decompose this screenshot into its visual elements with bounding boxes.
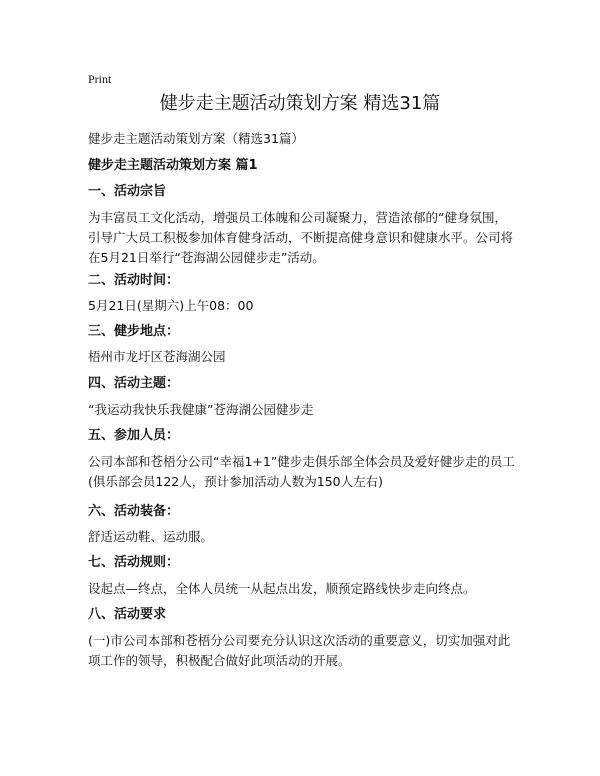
section-body: 舒适运动鞋、运动服。 (88, 529, 214, 544)
page-title: 健步走主题活动策划方案 精选31篇 (159, 93, 441, 114)
section-body: 5月21日(星期六)上午08：00 (88, 298, 254, 313)
section-heading: 八、活动要求 (88, 607, 167, 622)
section-body: 梧州市龙圩区苍海湖公园 (88, 349, 226, 364)
section-heading: 六、活动装备： (88, 504, 180, 519)
section-heading: 四、活动主题： (88, 376, 180, 391)
section-heading: 五、参加人员： (88, 428, 180, 443)
section-heading: 二、活动时间： (88, 273, 180, 288)
part-heading: 健步走主题活动策划方案 篇1 (88, 158, 258, 173)
subtitle: 健步走主题活动策划方案（精选31篇） (88, 131, 304, 146)
section-heading: 一、活动宗旨 (88, 184, 167, 199)
section-heading: 三、健步地点： (88, 324, 180, 339)
section-body: 公司本部和苍梧分公司“幸福1+1”健步走俱乐部全体会员及爱好健步走的员工(俱乐部会员122人，预计参加活动人数为150人左右) (88, 454, 515, 489)
section-body: “我运动我快乐我健康”苍海湖公园健步走 (88, 402, 314, 417)
section-body: 为丰富员工文化活动，增强员工体魄和公司凝聚力，营造浓郁的“健身氛围，引导广大员工积极参加体育健身活动，不断提高健身意识和健康水平。公司将在5月21日举行“苍海湖公园健步走”活动。 (88, 210, 514, 265)
print-label: Print (88, 72, 112, 86)
section-body: 设起点—终点，全体人员统一从起点出发，顺预定路线快步走向终点。 (88, 581, 476, 596)
section-body: (一)市公司本部和苍梧分公司要充分认识这次活动的重要意义，切实加强对此项工作的领导，积极配合做好此项活动的开展。 (88, 633, 511, 668)
section-heading: 七、活动规则： (88, 555, 180, 570)
